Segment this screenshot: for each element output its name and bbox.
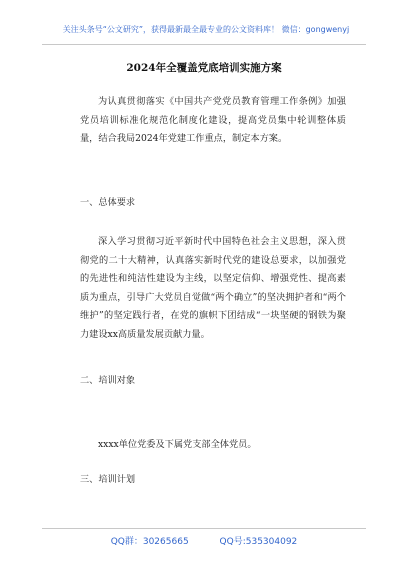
page-footer (0, 534, 408, 547)
section-heading-training-targets: 二、培训对象 (80, 375, 136, 386)
header-divider (42, 44, 366, 45)
document-title: 2024年全覆盖党底培训实施方案 (126, 62, 282, 74)
section-heading-general-requirements: 一、总体要求 (80, 197, 136, 208)
footer-qq-group: QQ群：30265665 (110, 537, 189, 547)
section-paragraph-general-requirements: 深入学习贯彻习近平新时代中国特色社会主义思想，深入贯彻党的二十大精神，认真落实新时代党的建设总要求，以加强党的先进性和纯洁性建设为主线，以坚定信仰、增强党性、提高素质为重点，引导广大党员自觉做“两个确立”的坚决拥护者和“两个维护”的坚定践行者，在党的旗帜下团结成“一块坚硬的钢铁为聚力建设xx高质量发展贡献力量。 (80, 236, 346, 340)
section-heading-training-plan: 三、培训计划 (80, 474, 136, 485)
footer-divider (42, 528, 366, 529)
footer-qq-number: QQ号:535304092 (219, 537, 298, 547)
section-paragraph-training-targets: xxxx单位党委及下属党支部全体党员。 (98, 439, 257, 450)
header-banner: 关注头条号“公文研究”，获得最新最全最专业的公文资料库！ 微信：gongwenyj (62, 25, 350, 34)
intro-paragraph: 为认真贯彻落实《中国共产党党员教育管理工作条例》加强党员培训标准化规范化制度化建设，提高党员集中轮训整体质量，结合我局2024年党建工作重点，制定本方案。 (80, 96, 346, 144)
